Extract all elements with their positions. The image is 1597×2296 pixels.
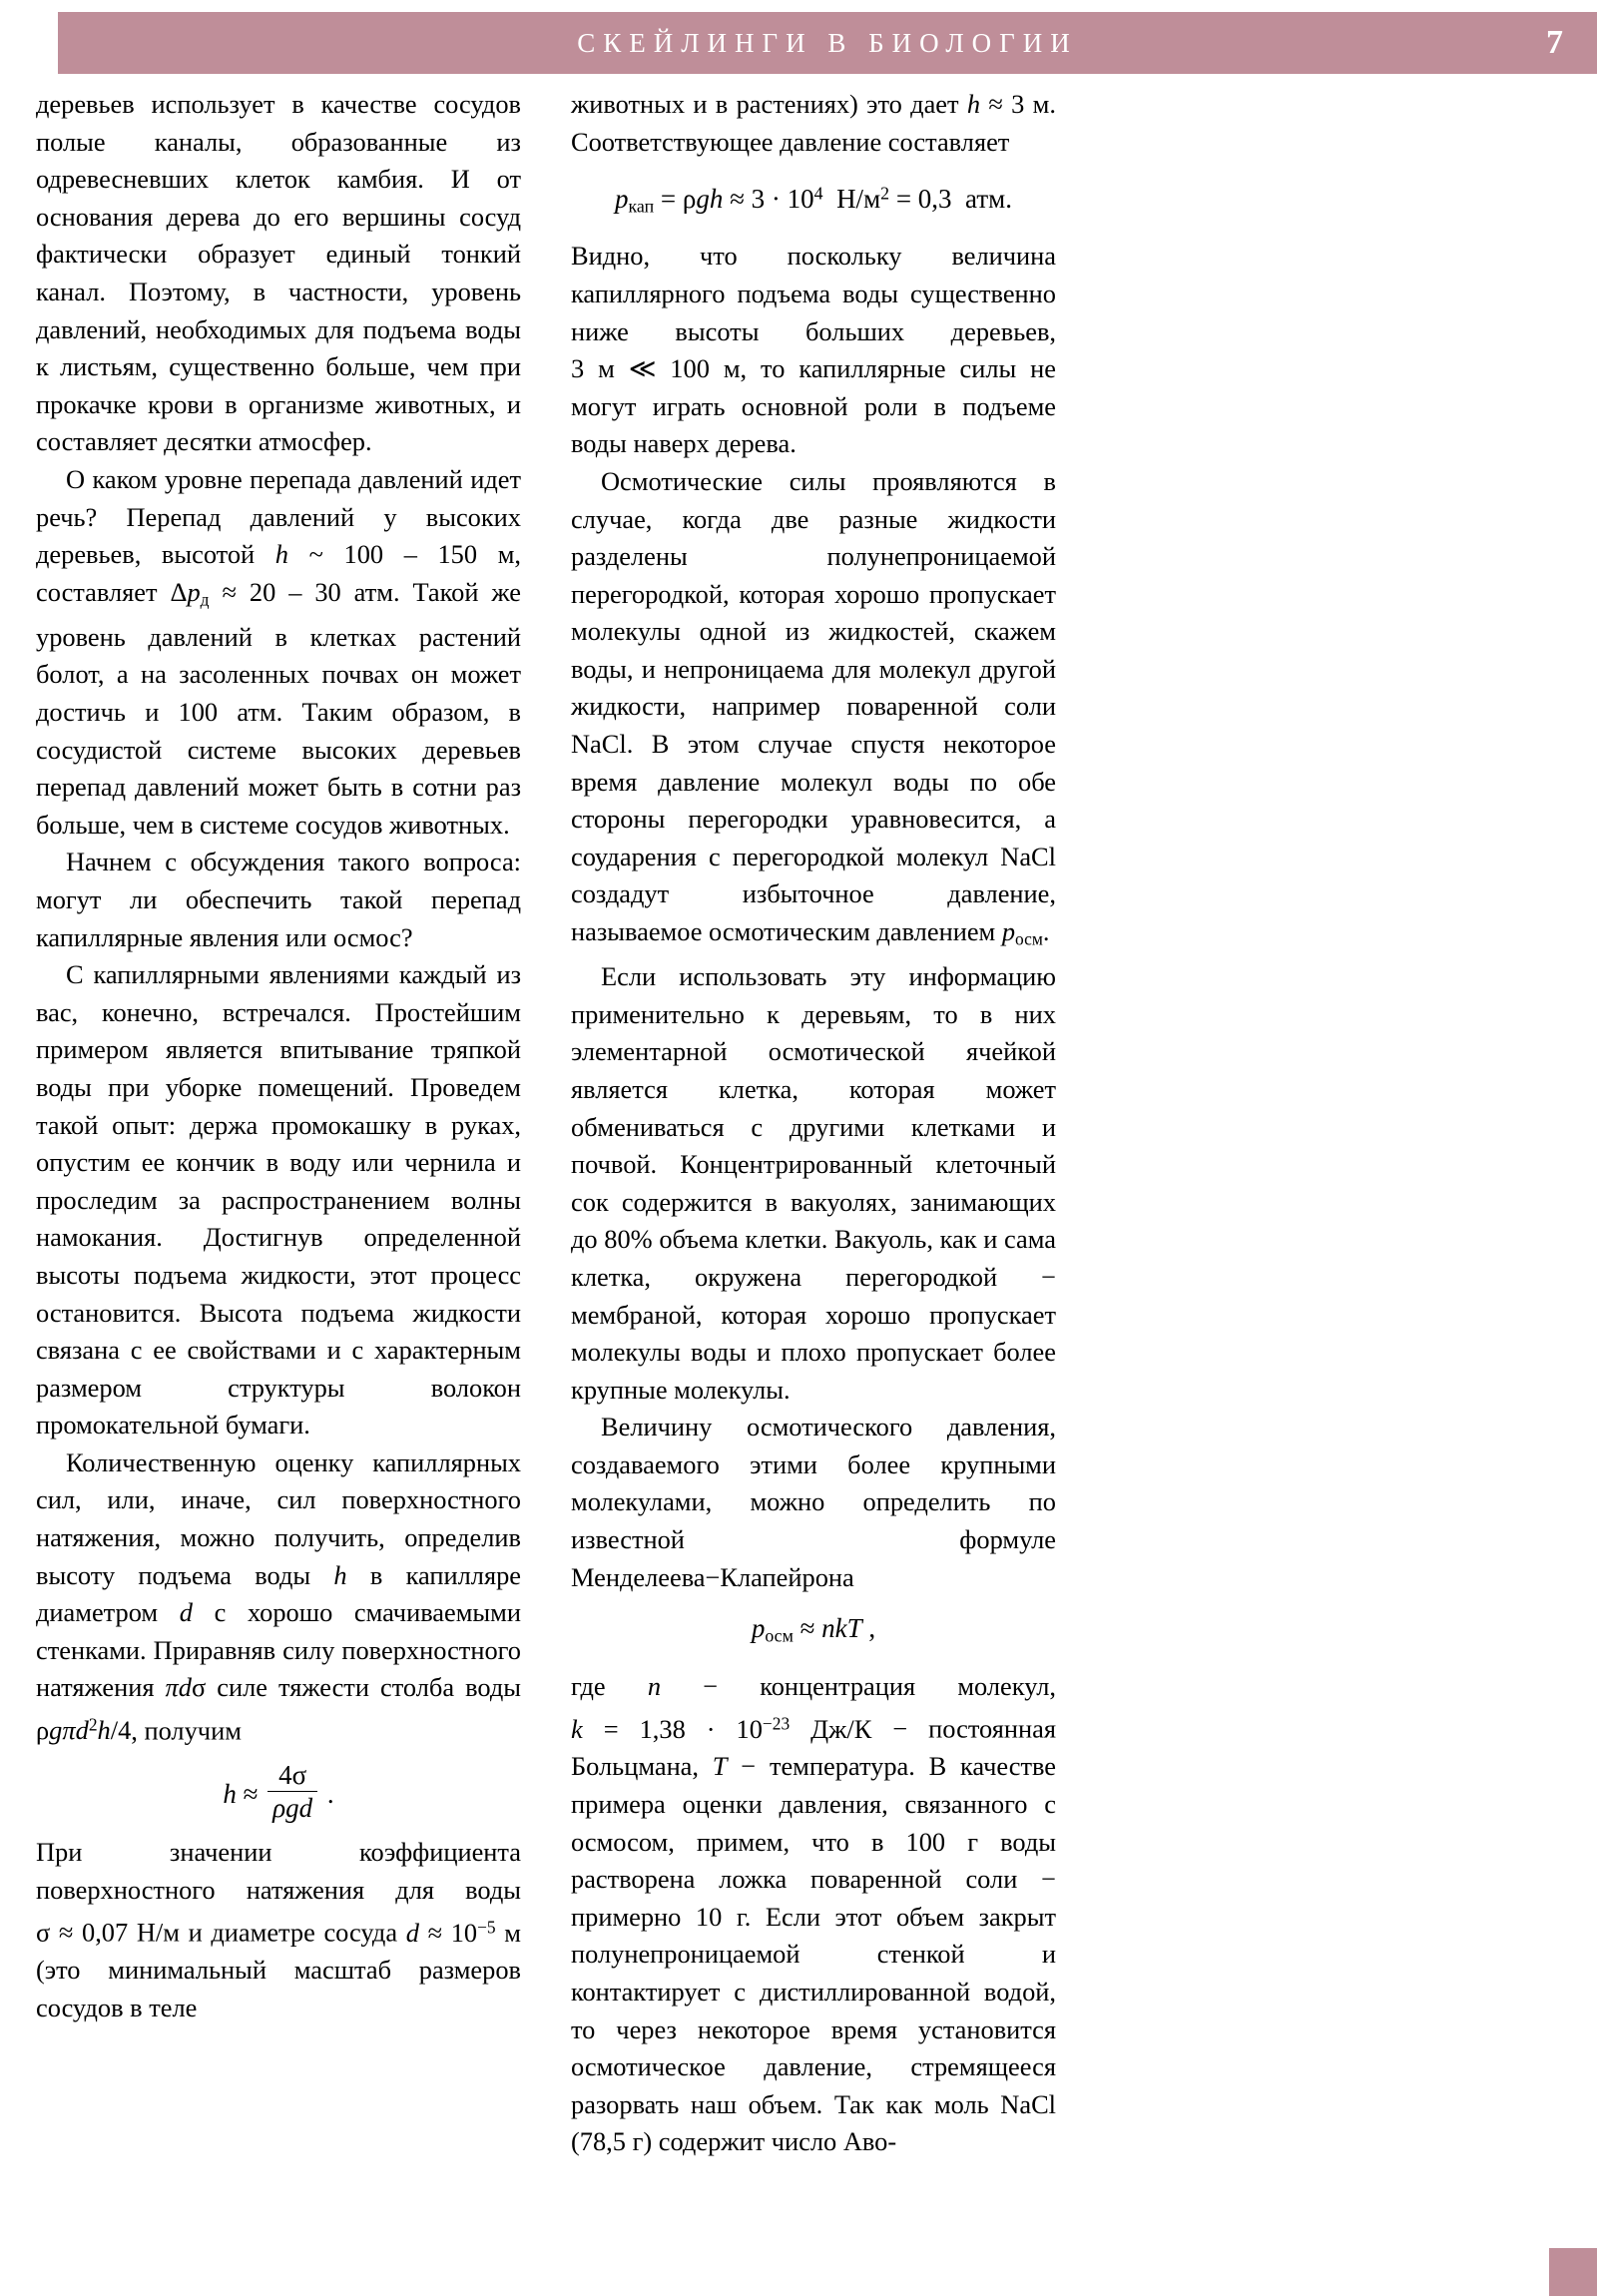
inline-math-delta-p: $\Delta p_д \approx 20 - 30$ атм	[170, 576, 393, 610]
paragraph-text-b: − концентрация молекул,	[661, 1670, 1057, 1701]
paragraph-text: Начнем с обсуждения такого вопроса: могут ли обеспечить такой перепад капиллярные явления или осмос?	[36, 847, 521, 952]
inline-math-h: h	[333, 1559, 347, 1590]
fraction-denominator: ρgd	[272, 1793, 313, 1824]
paragraph-continuation-right	[571, 86, 1056, 161]
paragraph-text-a: Осмотические силы проявляются в случае, когда две разные жидкости разделены полунепроницаемой перегородкой, которая хорошо пропускает молекулы одной из жидкостей, скажем воды, и непроницаема для молекул другой жидкости, например поваренной соли NaCl. В этом случае спустя некоторое время давление молекул воды по обе стороны перегородки уравновесится, а соударения с перегородкой молекул NaCl создадут избыточное давление, называемое осмотическим давлением	[571, 465, 1056, 947]
paragraph-text-d: − температура. В качестве примера оценки давления, связанного с осмосом, примем, что в 100 г воды растворена ложка поваренной соли − примерно 10 г. Если этот объем закрыт полунепроницаемой стенкой и контактирует с дистиллированной водой, то через некоторое время установится осмотическое давление, стремящееся разорвать наш объем. Так как моль NaCl (78,5 г) содержит число Аво-	[571, 1751, 1056, 2157]
inline-math-p-osm: $p_{осм}$	[1001, 916, 1043, 949]
paragraph-text-b: , то капиллярные силы не могут играть основной роли в подъеме воды наверх дерева.	[571, 353, 1056, 459]
page-header-band	[58, 12, 1597, 74]
paragraph-text-a: Видно, что поскольку величина капиллярного подъема воды существенно ниже высоты больших деревьев,	[571, 241, 1056, 346]
paragraph-text-d: силе тяжести столба воды	[206, 1672, 521, 1703]
text-column-right	[571, 86, 1056, 2161]
paragraph-osmotic-cell	[571, 958, 1056, 1409]
paragraph-continuation	[36, 86, 521, 461]
paragraph-capillary-intro	[36, 956, 521, 1444]
paragraph-text: Величину осмотического давления, создаваемого этими более крупными молекулами, можно определить по известной формуле Менделеева−Клапейрона	[571, 1412, 1056, 1592]
corner-marker	[1549, 2248, 1597, 2296]
inline-math-sigma-value: σ ≈ 0,07 Н/м	[36, 1917, 180, 1948]
paragraph-text-a: Количественную оценку капиллярных сил, или, иначе, сил поверхностного натяжения, можно получить, определив высоту подъема воды	[36, 1446, 521, 1590]
paragraph-text: Если использовать эту информацию применительно к деревьям, то в них элементарной осмотической ячейкой является клетка, которая может обмениваться с другими клетками и почвой. Концентрированный клеточный сок содержится в вакуолях, занимающих до 80% объема клетки. Вакуоль, как и сама клетка, окружена перегородкой − мембраной, которая хорошо пропускает молекулы воды и плохо пропускает более крупные молекулы.	[571, 961, 1056, 1405]
paragraph-pressure-drop	[36, 461, 521, 844]
page-header-title: СКЕЙЛИНГИ В БИОЛОГИИ	[577, 28, 1078, 58]
paragraph-text: деревьев использует в качестве сосудов полые каналы, образованные из одревесневших клеток камбия. И от основания дерева до его вершины сосуд фактически образует единый тонкий канал. Поэтому, в частности, уровень давлений, необходимых для подъема воды к листьям, существенно больше, чем при прокачке крови в организме животных, и составляет десятки атмосфер.	[36, 89, 521, 457]
text-column-left	[36, 86, 521, 2027]
paragraph-text: С капиллярными явлениями каждый из вас, конечно, встречался. Простейшим примером является впитывание тряпкой воды при уборке помещений. Проведем такой опыт: держа промокашку в руках, опустим ее кончик в воду или чернила и проследим за распространением волны намокания. Достигнув определенной высоты подъема жидкости, этот процесс остановится. Высота подъема жидкости связана с ее свойствами и с характерным размером структуры волокон промокательной бумаги.	[36, 959, 521, 1440]
paragraph-mendeleev-clapeyron	[571, 1409, 1056, 1596]
paragraph-text-a: где	[571, 1670, 648, 1701]
paragraph-text-b: . Соответствующее давление составляет	[571, 89, 1056, 157]
equation-relation: ≈	[243, 1779, 259, 1810]
paragraph-question	[36, 844, 521, 956]
paragraph-text-b: в капилляре диаметром	[36, 1559, 521, 1628]
paragraph-text-c: (это минимальный масштаб размеров сосудов в теле	[36, 1955, 521, 2023]
equation-capillary-pressure	[571, 171, 1056, 228]
equation-trailing-punctuation: .	[326, 1779, 334, 1810]
paragraph-text-a: При значении коэффициента поверхностного натяжения для воды	[36, 1837, 521, 1905]
paragraph-text-b: и диаметре сосуда	[179, 1917, 406, 1948]
paragraph-osmotic-forces	[571, 463, 1056, 958]
equation-capillary-height	[36, 1760, 521, 1824]
equation-body: $p_{кап} = \rho gh \approx 3 \cdot 10^4$ $Н/м^2 = 0,3$ атм.	[615, 183, 1012, 217]
equation-lhs: h	[223, 1779, 237, 1810]
paragraph-capillary-conclusion	[571, 238, 1056, 463]
paragraph-text-e: , получим	[131, 1715, 242, 1746]
inline-math-height-comparison: 3 м ≪ 100 м	[571, 353, 741, 384]
paragraph-text-a: О каком уровне перепада давлений идет речь? Перепад давлений у высоких деревьев, высотой	[36, 463, 521, 570]
paragraph-text-c: . Такой же уровень давлений в клетках растений болот, а на засоленных почвах он может достичь и 100 атм. Таким образом, в сосудистой системе высоких деревьев перепад давлений может быть в сотни раз больше, чем в системе сосудов животных.	[36, 576, 521, 840]
page-number: 7	[1546, 24, 1563, 61]
paragraph-text-c: с хорошо смачиваемыми стенками. Приравняв силу поверхностного натяжения	[36, 1597, 521, 1703]
inline-math-boltzmann-constant: $k = 1,38 \cdot 10^{-23}$ Дж/К	[571, 1713, 872, 1744]
paragraph-quantitative-estimate	[36, 1444, 521, 1750]
paragraph-text-b: .	[1042, 916, 1050, 947]
inline-math-h-value: h ≈ 3 м	[966, 89, 1050, 119]
fraction	[267, 1760, 317, 1824]
inline-math-weight-force: ρgπd$^2$h/4	[36, 1715, 132, 1746]
inline-math-tree-height: h ~ 100 – 150 м	[274, 539, 515, 570]
inline-math-surface-force: πdσ	[165, 1672, 207, 1703]
inline-math-d: d	[179, 1597, 193, 1628]
inline-math-d-value: $d \approx 10^{-5}$ м	[405, 1917, 521, 1948]
inline-math-n: n	[647, 1670, 662, 1701]
equation-body: $p_{осм}$ ≈ nkT ,	[751, 1613, 876, 1646]
page-content	[0, 86, 1597, 2262]
paragraph-surface-tension-values	[36, 1834, 521, 2026]
paragraph-text-c: − постоянная Больцмана,	[571, 1713, 1056, 1782]
paragraph-boltzmann-definitions	[571, 1668, 1056, 2161]
paragraph-text-b: , составляет	[36, 539, 521, 607]
paragraph-text-a: животных и в растениях) это дает	[571, 89, 967, 119]
equation-osmotic-pressure	[571, 1606, 1056, 1658]
fraction-numerator: 4σ	[267, 1760, 317, 1792]
inline-math-T: T	[712, 1751, 728, 1782]
